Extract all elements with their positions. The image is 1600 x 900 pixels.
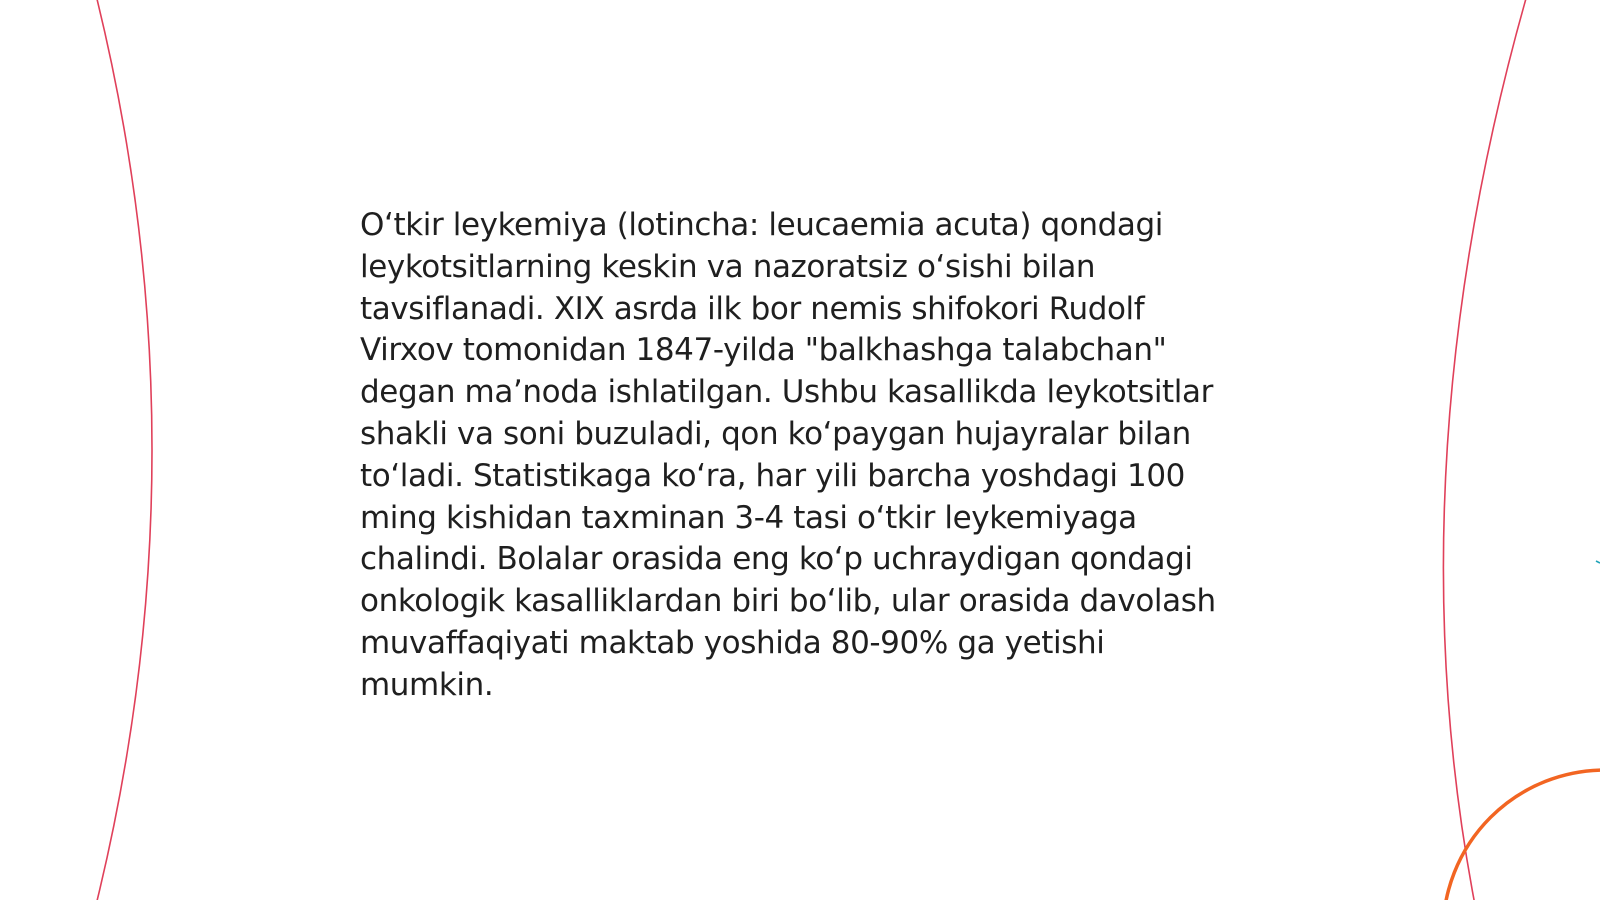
teal-mark xyxy=(1596,561,1600,563)
right-curve xyxy=(1443,0,1527,900)
accent-circle xyxy=(1443,770,1600,900)
left-curve xyxy=(96,0,152,900)
body-paragraph: O‘tkir leykemiya (lotincha: leucaemia acuta) qondagi leykotsitlarning keskin va nazoratsiz o‘sishi bilan tavsiflanadi. XIX asrda ilk bor nemis shifokori Rudolf Virxov tomonidan 1847-yilda "balkhashga talabchan" degan ma’noda ishlatilgan. Ushbu kasallikda leykotsitlar shakli va soni buzuladi, qon ko‘paygan hujayralar bilan to‘ladi. Statistikaga ko‘ra, har yili barcha yoshdagi 100 ming kishidan taxminan 3-4 tasi o‘tkir leykemiyaga chalindi. Bolalar orasida eng ko‘p uchraydigan qondagi onkologik kasalliklardan biri bo‘lib, ular orasida davolash muvaffaqiyati maktab yoshida 80-90% ga yetishi mumkin. xyxy=(360,207,1216,703)
